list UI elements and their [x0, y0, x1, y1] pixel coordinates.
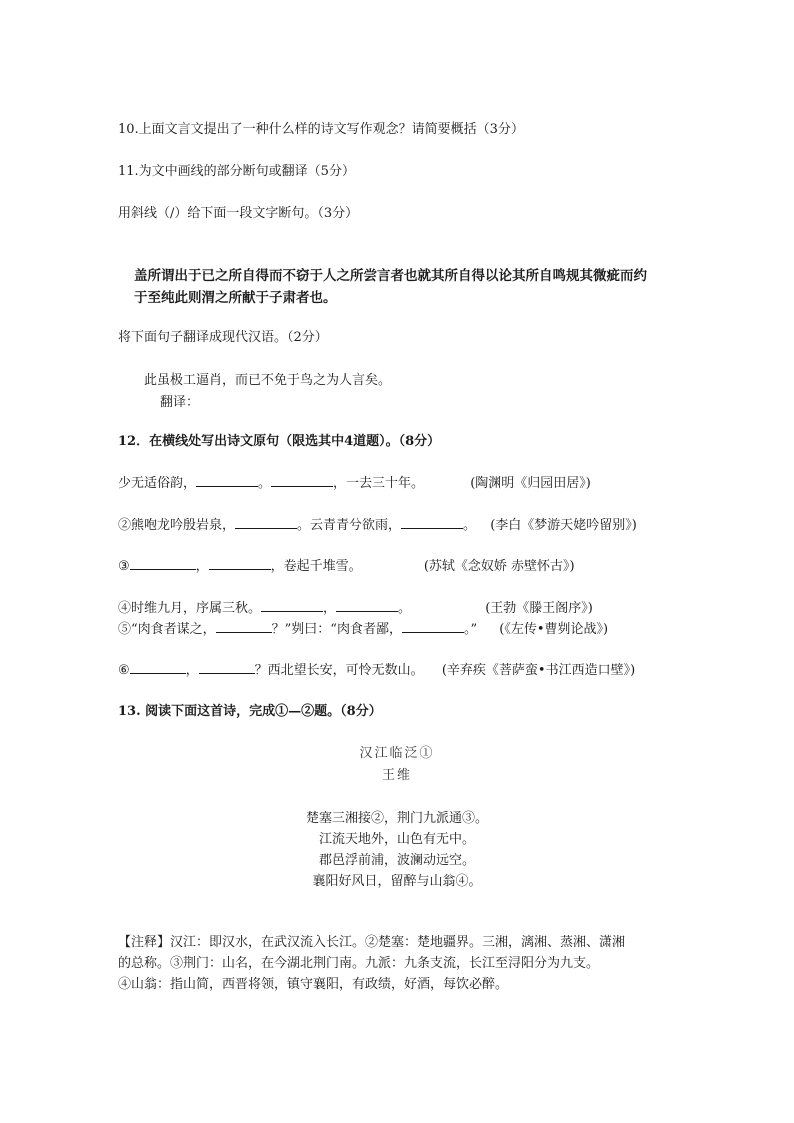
source-citation: (辛弃疾《菩萨蛮•书江西造口壁》): [441, 663, 636, 678]
source-citation: (王勃《滕王阁序》): [485, 601, 593, 616]
answer-blank[interactable]: [271, 475, 333, 487]
notes-line: ④山翁：指山简，西晋将领，镇守襄阳，有政绩，好酒，每饮必醉。: [118, 977, 509, 992]
answer-blank[interactable]: [216, 621, 272, 633]
question-11a: 用斜线（/）给下面一段文字断句。（3分）: [118, 206, 359, 221]
answer-blank[interactable]: [401, 517, 463, 529]
question-11b: 将下面句子翻译成现代汉语。（2分）: [118, 330, 328, 345]
question-12: 12．在横线处写出诗文原句（限选其中4道题）。（8分）: [118, 434, 441, 449]
question-10: 10.上面文言文提出了一种什么样的诗文写作观念？请简要概括（3分）: [118, 122, 524, 137]
notes-line: 的总称。③荆门：山名，在今湖北荆门南。九派：九条支流，长江至浔阳分为九支。: [118, 956, 600, 971]
answer-blank[interactable]: [199, 662, 255, 674]
recite-item-1: 少无适俗韵， 。 ，一去三十年。 (陶渊明《归园田居》): [118, 476, 591, 491]
source-citation: (苏轼《念奴娇 赤壁怀古》): [423, 559, 575, 574]
answer-blank[interactable]: [402, 621, 464, 633]
passage-line-1: 盖所谓出于已之所自得而不窃于人之所尝言者也就其所自得以论其所自鸣规其微疵而约: [134, 268, 647, 284]
poem-author: 王维: [381, 768, 412, 783]
recite-item-4: ④时维九月，序属三秋。 ， 。 (王勃《滕王阁序》): [118, 601, 593, 616]
source-citation: (《左传•曹刿论战》): [499, 622, 609, 637]
passage-line-2: 于至纯此则渭之所献于子肃者也。: [134, 290, 337, 306]
translate-label: 翻译：: [160, 395, 200, 410]
poem-line: 郡邑浮前浦，波澜动远空。: [318, 853, 475, 868]
answer-blank[interactable]: [130, 558, 196, 570]
source-citation: (陶渊明《归园田居》): [470, 476, 591, 491]
translate-sentence: 此虽极工逼肖，而已不免于鸟之为人言矣。: [144, 373, 392, 388]
recite-item-5: ⑤“肉食者谋之， ？”刿曰：“肉食者鄙， 。” (《左传•曹刿论战》): [118, 622, 609, 637]
question-13: 13. 阅读下面这首诗，完成①—②题。（8分）: [118, 704, 382, 719]
poem-line: 楚塞三湘接②，荆门九派通③。: [305, 811, 488, 826]
recite-item-6: ⑥ ， ？西北望长安，可怜无数山。 (辛弃疾《菩萨蛮•书江西造口壁》): [118, 663, 636, 678]
recite-item-2: ②熊咆龙吟殷岩泉， 。云青青兮欲雨， 。 (李白《梦游天姥吟留别》): [118, 518, 637, 533]
poem-line: 江流天地外，山色有无中。: [318, 832, 475, 847]
answer-blank[interactable]: [196, 475, 258, 487]
poem-line: 襄阳好风日，留醉与山翁④。: [312, 874, 482, 889]
answer-blank[interactable]: [336, 600, 398, 612]
poem-title: 汉江临泛①: [359, 746, 435, 761]
answer-blank[interactable]: [209, 558, 271, 570]
answer-blank[interactable]: [235, 517, 297, 529]
source-citation: (李白《梦游天姥吟留别》): [490, 518, 637, 533]
recite-item-3: ③ ， ，卷起千堆雪。 (苏轼《念奴娇 赤壁怀古》): [118, 559, 575, 574]
answer-blank[interactable]: [130, 662, 186, 674]
answer-blank[interactable]: [261, 600, 323, 612]
question-11: 11.为文中画线的部分断句或翻译（5分）: [118, 164, 355, 179]
notes-line: 【注释】汉江：即汉水，在武汉流入长江。②楚塞：楚地疆界。三湘，漓湘、蒸湘、潇湘: [118, 935, 626, 950]
